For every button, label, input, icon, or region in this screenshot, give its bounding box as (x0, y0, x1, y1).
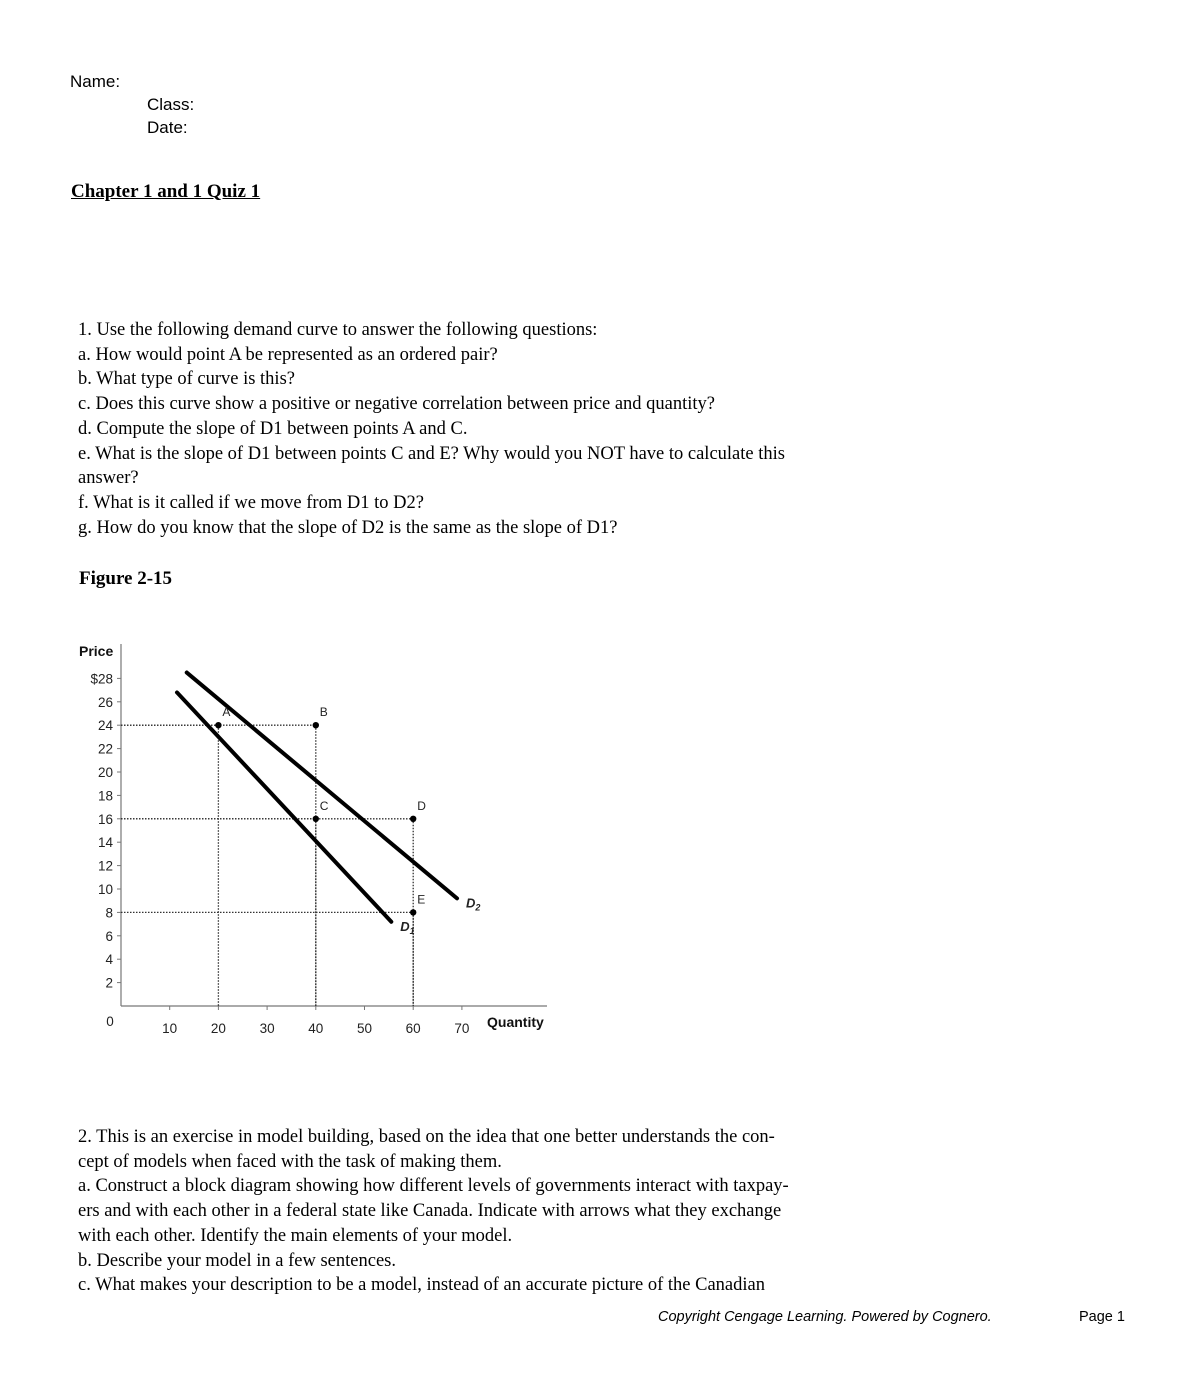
question-2-line: with each other. Identify the main elements of your model. (78, 1225, 513, 1246)
question-1 (78, 318, 785, 540)
y-tick-label: 10 (97, 882, 113, 897)
y-tick-label: 4 (105, 952, 113, 968)
question-2 (78, 1125, 789, 1298)
y-tick-label: 18 (97, 788, 113, 804)
question-2-line: b. Describe your model in a few sentences. (78, 1250, 396, 1271)
quiz-title: Chapter 1 and 1 Quiz 1 (71, 181, 261, 202)
x-tick-label: 10 (162, 1021, 178, 1036)
question-1-line: f. What is it called if we move from D1 to D2? (78, 492, 424, 513)
point-d (410, 816, 416, 822)
x-tick-label: 50 (356, 1021, 373, 1036)
x-axis-title: Quantity (487, 1014, 544, 1030)
y-tick-label: 12 (97, 858, 113, 874)
y-tick-label: 22 (97, 741, 113, 757)
question-1-line: a. How would point A be represented as an ordered pair? (78, 344, 498, 365)
question-2-line: 2. This is an exercise in model building, based on the idea that one better understands the con- (78, 1127, 775, 1147)
question-1-line: d. Compute the slope of D1 between points A and C. (78, 418, 468, 439)
question-1-line: e. What is the slope of D1 between points C and E? Why would you NOT have to calculate this (78, 443, 785, 464)
y-tick-label: 24 (97, 718, 113, 734)
question-1-line: answer? (78, 468, 139, 489)
point-label-a: A (222, 705, 231, 720)
origin-label: 0 (106, 1014, 114, 1029)
figure-label: Figure 2-15 (79, 568, 173, 589)
curve-label-d2: $D_2$ (466, 895, 481, 913)
question-1-line: b. What type of curve is this? (78, 369, 295, 390)
question-2-line: a. Construct a block diagram showing how different levels of governments interact with taxpay- (78, 1176, 789, 1197)
y-tick-label: $28 (90, 671, 113, 687)
class-label: Class: (147, 95, 195, 114)
y-tick-label: 8 (105, 905, 113, 921)
question-2-line: c. What makes your description to be a model, instead of an accurate picture of the Canadian (78, 1275, 765, 1296)
point-c (313, 816, 319, 822)
point-a (215, 722, 221, 728)
name-label: Name: (70, 72, 121, 91)
y-tick-label: 14 (97, 835, 113, 851)
question-1-line: g. How do you know that the slope of D2 is the same as the slope of D1? (78, 517, 618, 538)
curve-label-d1: $D_1$ (400, 918, 415, 936)
point-label-b: B (319, 705, 328, 720)
y-tick-label: 6 (105, 928, 113, 944)
point-label-e: E (417, 892, 426, 907)
x-tick-label: 60 (405, 1021, 421, 1036)
footer-page-number: Page 1 (1079, 1309, 1125, 1325)
x-tick-label: 70 (454, 1021, 470, 1036)
y-tick-label: 16 (97, 811, 113, 827)
question-2-line: ers and with each other in a federal state like Canada. Indicate with arrows what they exchange (78, 1201, 782, 1222)
question-1-line: c. Does this curve show a positive or negative correlation between price and quantity? (78, 394, 716, 415)
y-tick-label: 20 (97, 765, 113, 780)
point-b (313, 722, 319, 728)
x-tick-label: 30 (259, 1021, 275, 1036)
point-e (410, 909, 416, 915)
curve-d1 (177, 692, 391, 921)
footer-copyright: Copyright Cengage Learning. Powered by Cognero. (658, 1309, 992, 1325)
y-tick-label: 2 (105, 975, 113, 991)
point-label-c: C (319, 798, 329, 813)
demand-curve-chart (70, 636, 560, 1046)
question-1-line: 1. Use the following demand curve to answer the following questions: (78, 320, 598, 340)
date-label: Date: (147, 118, 188, 137)
x-tick-label: 40 (308, 1021, 324, 1036)
question-2-line: cept of models when faced with the task of making them. (78, 1151, 502, 1172)
x-tick-label: 20 (210, 1021, 226, 1036)
y-tick-label: 26 (97, 694, 113, 710)
point-label-d: D (417, 798, 426, 813)
y-axis-title: Price (79, 643, 114, 659)
